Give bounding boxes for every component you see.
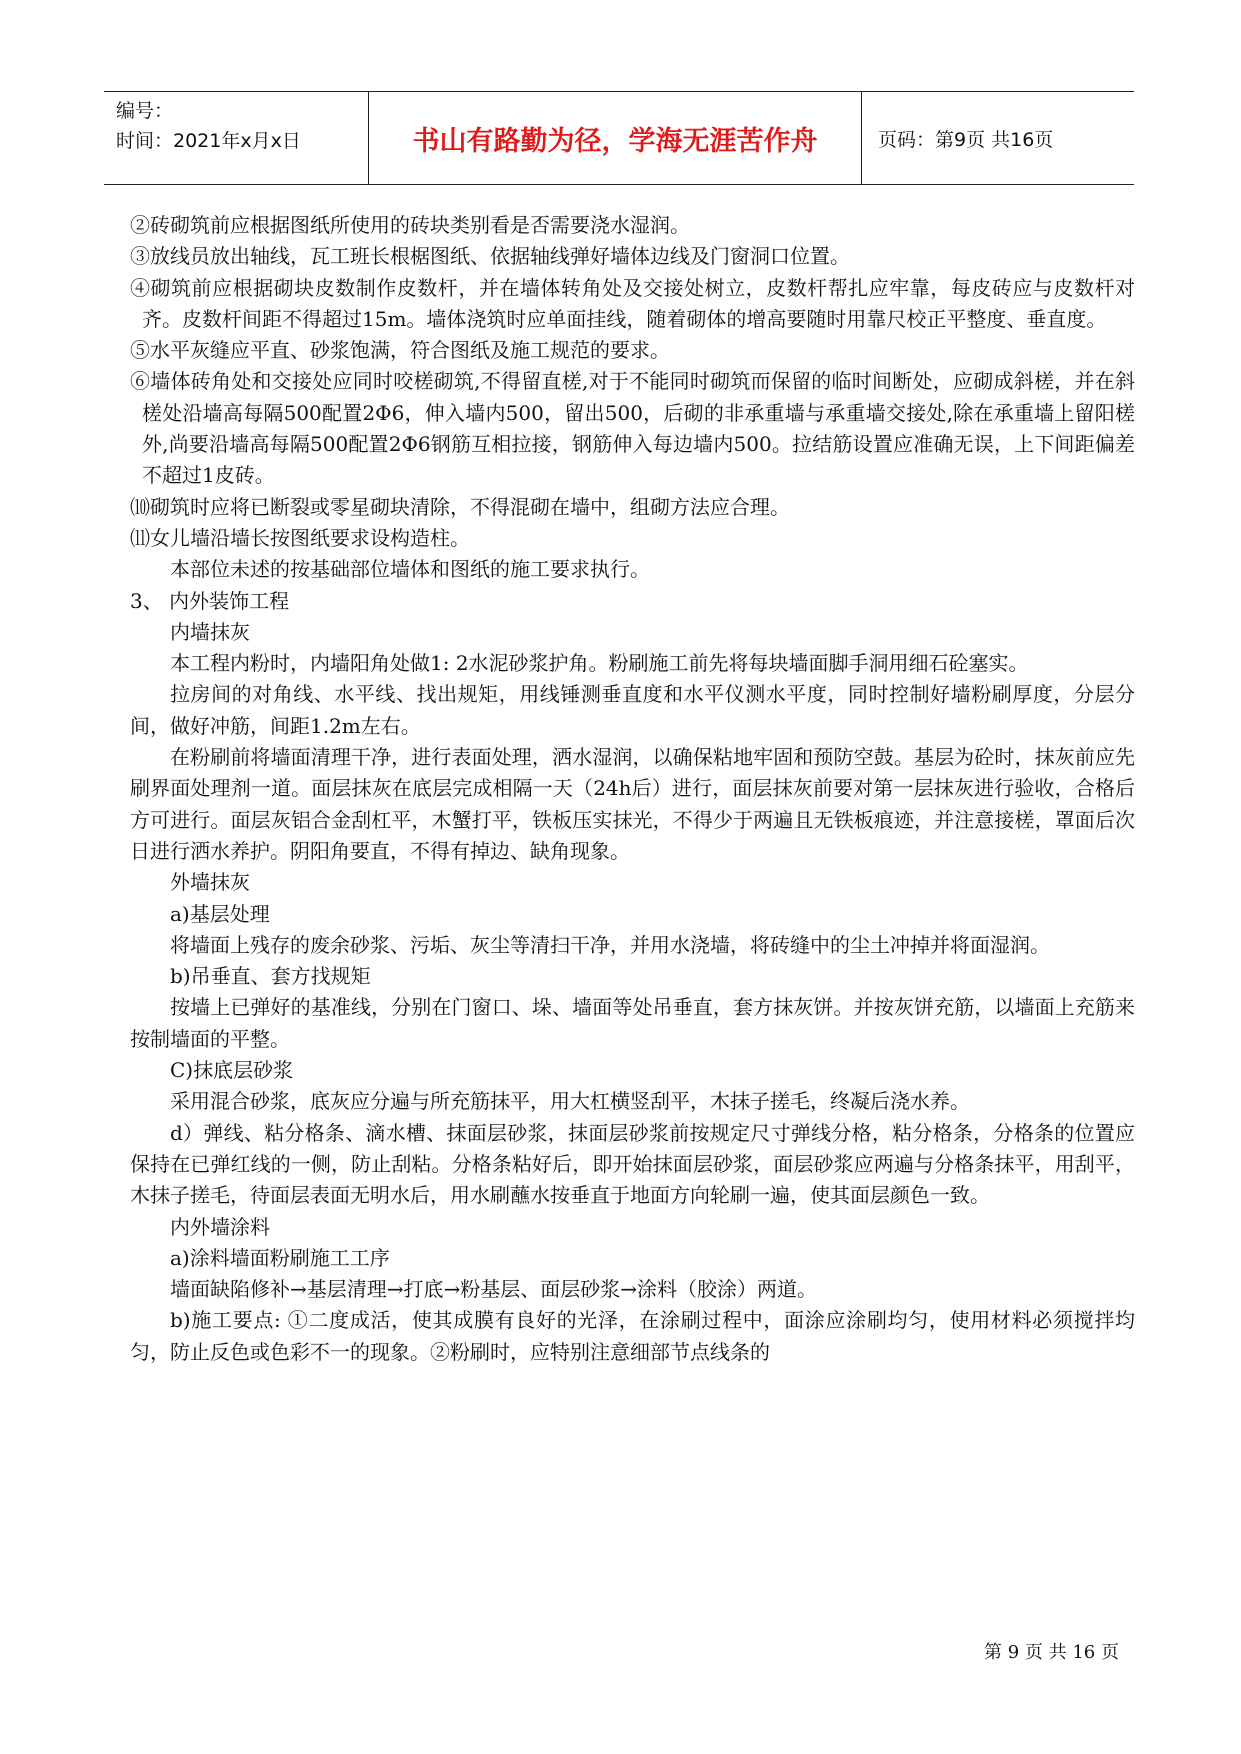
paragraph: 按墙上已弹好的基准线，分别在门窗口、垛、墙面等处吊垂直，套方抹灰饼。并按灰饼充筋，以墙面上充筋来按制墙面的平整。: [130, 995, 1135, 1051]
document-body: [130, 210, 1135, 1368]
document-number-label: 编号：: [116, 100, 174, 122]
paragraph: 采用混合砂浆，底灰应分遍与所充筋抹平，用大杠横竖刮平，木抹子搓毛，终凝后浇水养。: [170, 1089, 970, 1114]
paragraph: 拉房间的对角线、水平线、找出规矩，用线锤测垂直度和水平仪测水平度，同时控制好墙粉刷厚度，分层分间，做好冲筋，间距1.2m左右。: [130, 682, 1135, 738]
document-time: 时间：2021年x月x日: [116, 130, 301, 152]
step-heading: b)吊垂直、套方找规矩: [170, 964, 371, 989]
page-header: [104, 91, 1134, 185]
subsection-heading: 外墙抹灰: [170, 870, 250, 895]
paragraph: ④砌筑前应根据砌块皮数制作皮数杆，并在墙体转角处及交接处树立，皮数杆帮扎应牢靠，每皮砖应与皮数杆对齐。皮数杆间距不得超过15m。墙体浇筑时应单面挂线，随着砌体的增高要随时用靠尺校正平整度、垂直度。: [130, 275, 1135, 331]
paragraph: ⑥墙体砖角处和交接处应同时咬槎砌筑,不得留直槎,对于不能同时砌筑而保留的临时间断处，应砌成斜槎，并在斜槎处沿墙高每隔500配置2Φ6，伸入墙内500，留出500，后砌的非承重墙与承重墙交接处,除在承重墙上留阳槎外,尚要沿墙高每隔500配置2Φ6钢筋互相拉接，钢筋伸入每边墙内500。拉结筋设置应准确无误，上下间距偏差不超过1皮砖。: [130, 369, 1135, 488]
step-heading: a)基层处理: [170, 901, 270, 926]
paragraph: 在粉刷前将墙面清理干净，进行表面处理，洒水湿润，以确保粘地牢固和预防空鼓。基层为砼时，抹灰前应先刷界面处理剂一道。面层抹灰在底层完成相隔一天（24h后）进行，面层抹灰前要对第一层抹灰进行验收，合格后方可进行。面层灰铝合金刮杠平，木蟹打平，铁板压实抹光，不得少于两遍且无铁板痕迹，并注意接槎，罩面后次日进行洒水养护。阴阳角要直，不得有掉边、缺角现象。: [130, 745, 1135, 863]
section-heading: 3、 内外装饰工程: [130, 588, 290, 613]
paragraph: ②砖砌筑前应根据图纸所使用的砖块类别看是否需要浇水湿润。: [130, 213, 690, 237]
paragraph: ⑤水平灰缝应平直、砂浆饱满，符合图纸及施工规范的要求。: [130, 338, 670, 363]
paragraph: b)施工要点: ①二度成活，使其成膜有良好的光泽，在涂刷过程中，面涂应涂刷均匀，使用材料必须搅拌均匀，防止反色或色彩不一的现象。②粉刷时，应特别注意细部节点线条的: [130, 1308, 1135, 1364]
paragraph: ⑾女儿墙沿墙长按图纸要求设构造柱。: [130, 525, 470, 550]
paragraph: 将墙面上残存的废余砂浆、污垢、灰尘等清扫干净，并用水浇墙，将砖缝中的尘土冲掉并将面湿润。: [170, 932, 1050, 957]
paragraph: 墙面缺陷修补→基层清理→打底→粉基层、面层砂浆→涂料（胶涂）两道。: [170, 1277, 818, 1302]
subsection-heading: 内外墙涂料: [170, 1214, 270, 1239]
step-heading: C)抹底层砂浆: [170, 1058, 294, 1083]
header-page-info: 页码：第9页 共16页: [878, 128, 1054, 151]
step-heading: a)涂料墙面粉刷施工工序: [170, 1245, 390, 1270]
subsection-heading: 内墙抹灰: [170, 619, 250, 644]
page-footer: 第 9 页 共 16 页: [984, 1642, 1119, 1663]
header-motto: 书山有路勤为径，学海无涯苦作舟: [368, 92, 862, 184]
paragraph: 本工程内粉时，内墙阳角处做1: 2水泥砂浆护角。粉刷施工前先将每块墙面脚手洞用细石砼塞实。: [170, 651, 1029, 676]
paragraph: ③放线员放出轴线，瓦工班长根椐图纸、依据轴线弹好墙体边线及门窗洞口位置。: [130, 244, 850, 269]
header-meta: [104, 92, 368, 184]
paragraph: ⑽砌筑时应将已断裂或零星砌块清除，不得混砌在墙中，组砌方法应合理。: [130, 494, 790, 519]
paragraph: d）弹线、粘分格条、滴水槽、抹面层砂浆，抹面层砂浆前按规定尺寸弹线分格，粘分格条，分格条的位置应保持在已弹红线的一侧，防止刮粘。分格条粘好后，即开始抹面层砂浆，面层砂浆应两遍与分格条抹平，用刮平，木抹子搓毛，待面层表面无明水后，用水刷蘸水按垂直于地面方向轮刷一遍，使其面层颜色一致。: [130, 1120, 1135, 1208]
paragraph: 本部位未述的按基础部位墙体和图纸的施工要求执行。: [170, 557, 650, 582]
